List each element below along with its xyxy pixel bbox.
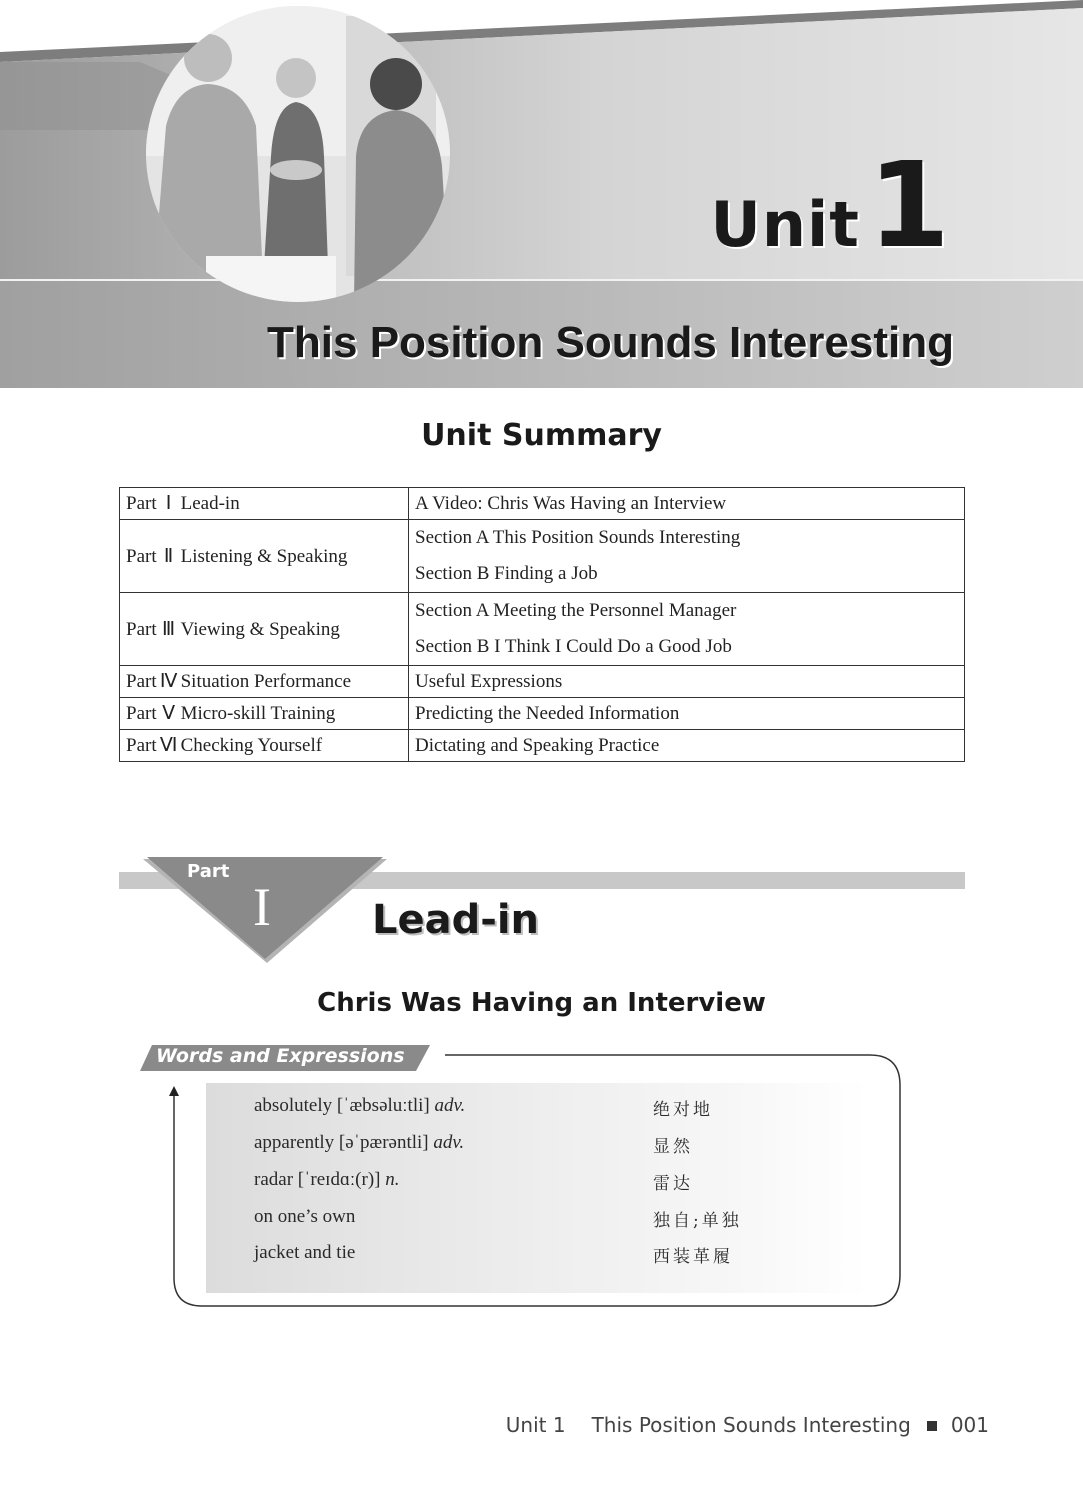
summary-row xyxy=(120,698,965,730)
vocabulary-meaning: 绝对地 xyxy=(653,1100,713,1120)
part-word: Part xyxy=(126,671,157,692)
summary-row xyxy=(120,730,965,762)
page-number: 001 xyxy=(950,1413,989,1437)
vocabulary-term xyxy=(254,1095,465,1117)
summary-section: Useful Expressions xyxy=(415,670,563,692)
summary-section: A Video: Chris Was Having an Interview xyxy=(415,492,727,514)
summary-section: Section A Meeting the Personnel Manager xyxy=(415,600,737,621)
vocabulary-row xyxy=(254,1242,854,1272)
vocabulary-row xyxy=(254,1169,854,1199)
vocabulary-term xyxy=(254,1242,355,1264)
business-handshake-photo xyxy=(146,6,450,302)
unit-number: 1 xyxy=(867,136,950,274)
summary-part-cell xyxy=(120,698,409,730)
summary-section: Section B I Think I Could Do a Good Job xyxy=(415,636,732,657)
summary-content-cell xyxy=(409,593,965,666)
part-word: Part xyxy=(126,618,157,640)
part-name: Micro-skill Training xyxy=(180,703,336,724)
summary-section: Predicting the Needed Information xyxy=(415,702,680,724)
lead-in-subtitle: Chris Was Having an Interview xyxy=(317,988,766,1018)
vocabulary-row xyxy=(254,1095,854,1125)
unit-title: This Position Sounds Interesting xyxy=(267,318,954,367)
part-name: Situation Performance xyxy=(180,671,352,692)
part-roman-numeral: Ⅵ xyxy=(159,735,178,756)
vocabulary-row xyxy=(254,1206,854,1236)
part-word: Part xyxy=(126,493,157,514)
vocabulary-meaning: 雷达 xyxy=(653,1174,693,1194)
summary-content-cell xyxy=(409,698,965,730)
part-of-speech: n. xyxy=(385,1169,400,1190)
vocabulary-word: jacket and tie xyxy=(254,1242,356,1263)
unit-label xyxy=(710,136,950,274)
summary-part-cell xyxy=(120,488,409,520)
vocabulary-meaning: 独自;单独 xyxy=(653,1211,742,1231)
vocabulary-term xyxy=(254,1206,355,1228)
part-name: Listening & Speaking xyxy=(180,545,348,567)
part-name: Viewing & Speaking xyxy=(180,618,340,640)
vocabulary-word: absolutely [ˈæbsəluːtli] xyxy=(254,1095,430,1116)
summary-part-cell xyxy=(120,520,409,593)
footer-title: This Position Sounds Interesting xyxy=(591,1413,911,1437)
part-roman-numeral: Ⅴ xyxy=(162,703,176,724)
summary-row xyxy=(120,666,965,698)
summary-content-cell xyxy=(409,730,965,762)
summary-content-cell xyxy=(409,520,965,593)
part-name: Checking Yourself xyxy=(180,735,323,756)
part-of-speech: adv. xyxy=(434,1095,466,1116)
part-word: Part xyxy=(126,735,157,756)
summary-row xyxy=(120,488,965,520)
summary-row xyxy=(120,520,965,593)
footer-square-icon xyxy=(927,1421,937,1431)
unit-summary-table xyxy=(119,487,965,762)
footer-unit: Unit 1 xyxy=(505,1413,566,1437)
vocabulary-word: apparently [əˈpærəntli] xyxy=(254,1132,429,1153)
part-of-speech: adv. xyxy=(433,1132,465,1153)
vocabulary-word: radar [ˈreɪdɑː(r)] xyxy=(254,1169,381,1190)
part-word: Part xyxy=(126,545,157,567)
summary-content-cell xyxy=(409,666,965,698)
part-word: Part xyxy=(126,703,157,724)
part-roman-numeral: Ⅲ xyxy=(162,618,176,640)
summary-row xyxy=(120,593,965,666)
page-footer xyxy=(506,1413,989,1437)
vocabulary-meaning: 显然 xyxy=(653,1137,693,1157)
part-name: Lead-in xyxy=(180,493,240,514)
vocabulary-meaning: 西装革履 xyxy=(653,1247,733,1267)
summary-section: Dictating and Speaking Practice xyxy=(415,734,660,756)
summary-part-cell xyxy=(120,593,409,666)
unit-word: Unit xyxy=(710,188,860,261)
summary-section: Section A This Position Sounds Interesting xyxy=(415,527,741,548)
part-numeral: I xyxy=(253,877,271,937)
summary-part-cell xyxy=(120,730,409,762)
unit-banner xyxy=(0,0,1083,388)
part-roman-numeral: Ⅳ xyxy=(159,671,178,692)
summary-content-cell xyxy=(409,488,965,520)
vocabulary-row xyxy=(254,1132,854,1162)
summary-part-cell xyxy=(120,666,409,698)
summary-heading: Unit Summary xyxy=(421,418,662,453)
summary-section: Section B Finding a Job xyxy=(415,563,598,584)
part-roman-numeral: Ⅱ xyxy=(163,545,174,567)
part-label: Part xyxy=(187,861,230,882)
words-expressions-tab: Words and Expressions xyxy=(156,1045,405,1067)
vocabulary-term xyxy=(254,1169,400,1191)
vocabulary-word: on one’s own xyxy=(254,1206,356,1227)
part-title: Lead-in xyxy=(372,897,540,943)
vocabulary-term xyxy=(254,1132,464,1154)
part-roman-numeral: Ⅰ xyxy=(165,493,172,514)
